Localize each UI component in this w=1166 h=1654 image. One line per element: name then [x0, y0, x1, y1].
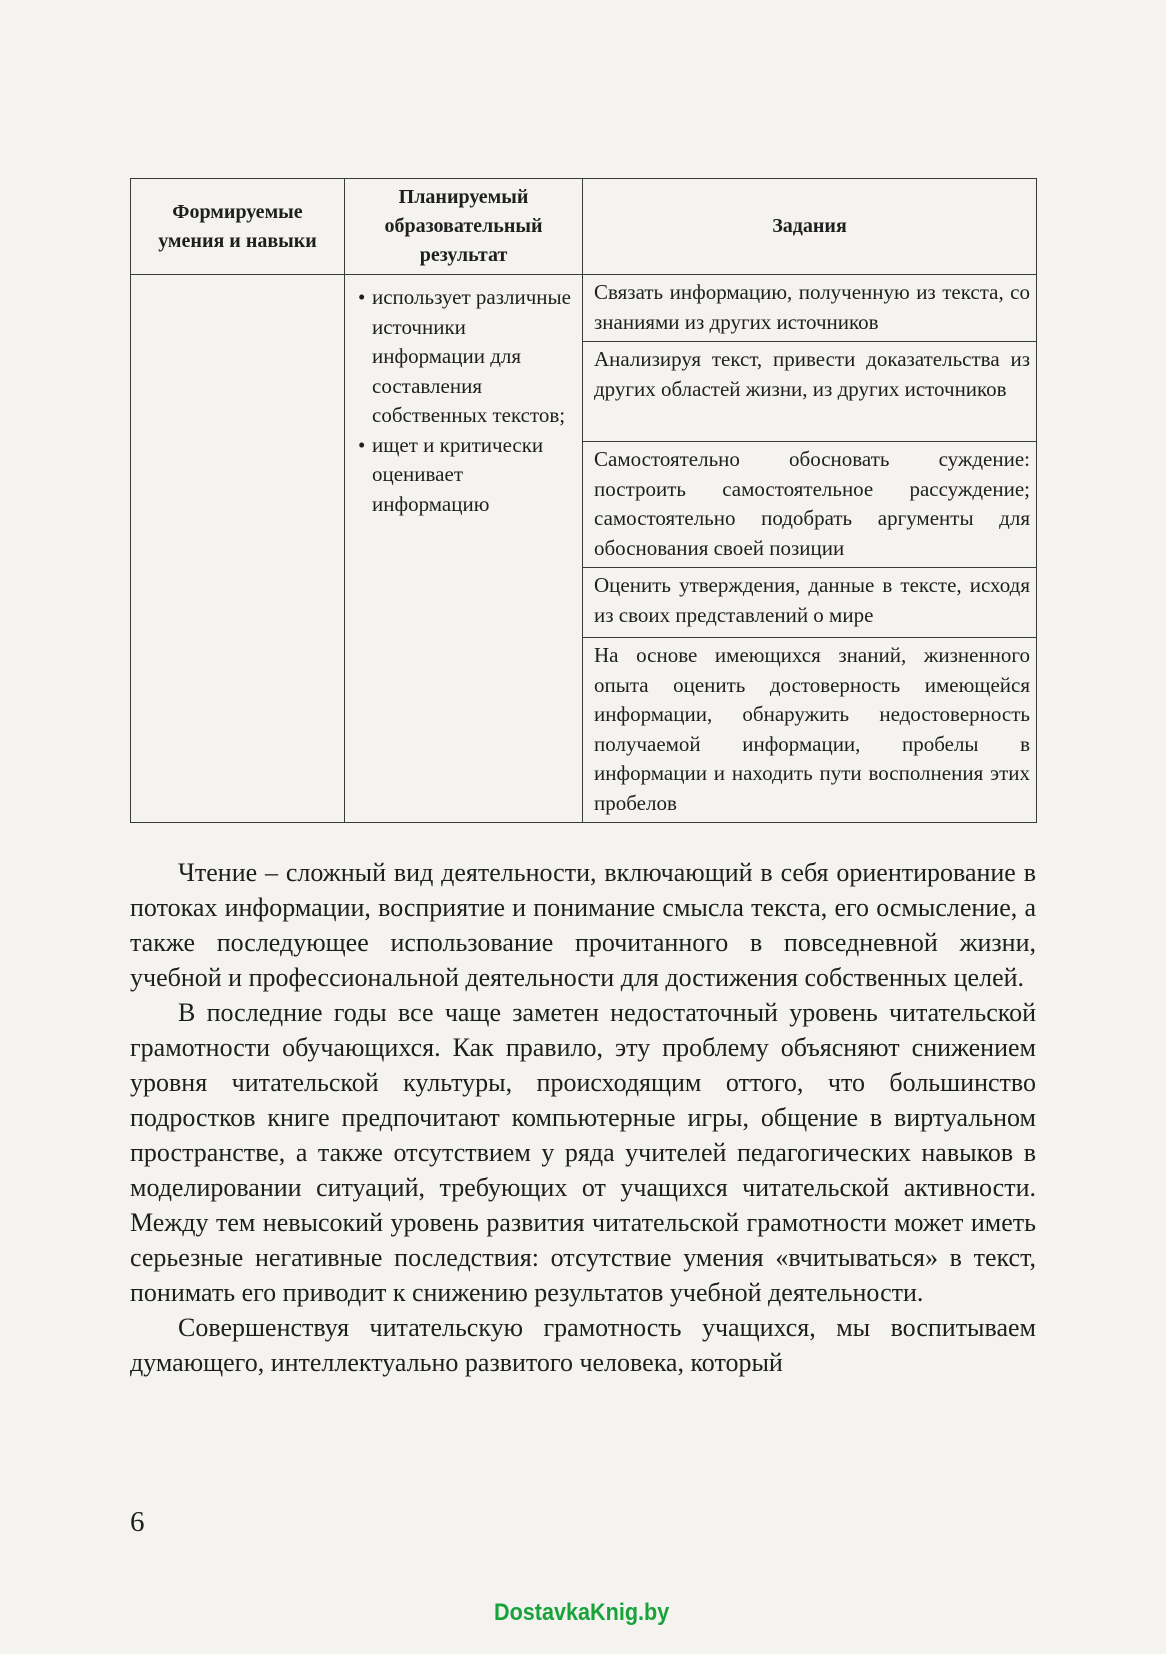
skills-table [130, 178, 1037, 823]
header-tasks: Задания [583, 179, 1037, 275]
task-cell: Самостоятельно обосновать суждение: построить самостоятельное рассуждение; самостоятельно подобрать аргументы для обоснования своей позиции [583, 442, 1037, 568]
paragraph: Чтение – сложный вид деятельности, включающий в себя ориентирование в потоках информации, восприятие и понимание смысла текста, его осмысление, а также последующее использование прочитанного в повседневной жизни, учебной и профессиональной деятельности для достижения собственных целей. [130, 858, 1036, 992]
body-text [130, 855, 1036, 1380]
table-header-row [131, 179, 1037, 275]
task-cell: На основе имеющихся знаний, жизненного опыта оценить достоверность имеющейся информации, обнаружить недостоверность получаемой информации, пробелы в информации и находить пути восполнения этих пробелов [583, 638, 1037, 823]
task-cell: Оценить утверждения, данные в тексте, исходя из своих представлений о мире [583, 568, 1037, 638]
results-cell [345, 275, 583, 823]
result-item: • использует различные источники информации для составления собственных текстов; [357, 283, 574, 431]
paragraph: В последние годы все чаще заметен недостаточный уровень читательской грамотности обучающихся. Как правило, эту проблему объясняют снижением уровня читательской культуры, происходящим оттого, что большинство подростков книге предпочитают компьютерные игры, общение в виртуальном пространстве, а также отсутствием у ряда учителей педагогических навыков в моделировании ситуаций, требующих от учащихся читательской активности. Между тем невысокий уровень развития читательской грамотности может иметь серьезные негативные последствия: отсутствие умения «вчитываться» в текст, понимать его приводит к снижению результатов учебной деятельности. [130, 998, 1036, 1307]
paragraph: Совершенствуя читательскую грамотность учащихся, мы воспитываем думающего, интеллектуально развитого человека, который [130, 1313, 1036, 1377]
task-cell: Связать информацию, полученную из текста, со знаниями из других источников [583, 275, 1037, 342]
header-skills: Формируемые умения и навыки [131, 179, 345, 275]
page-number: 6 [130, 1506, 145, 1538]
skills-cell [131, 275, 345, 823]
table-row [131, 275, 1037, 342]
result-item: • ищет и критически оценивает информацию [357, 431, 574, 520]
task-cell: Анализируя текст, привести доказательства из других областей жизни, из других источников [583, 342, 1037, 442]
watermark: DostavkaKnig.by [494, 1599, 670, 1626]
header-results: Планируемый образовательный результат [345, 179, 583, 275]
